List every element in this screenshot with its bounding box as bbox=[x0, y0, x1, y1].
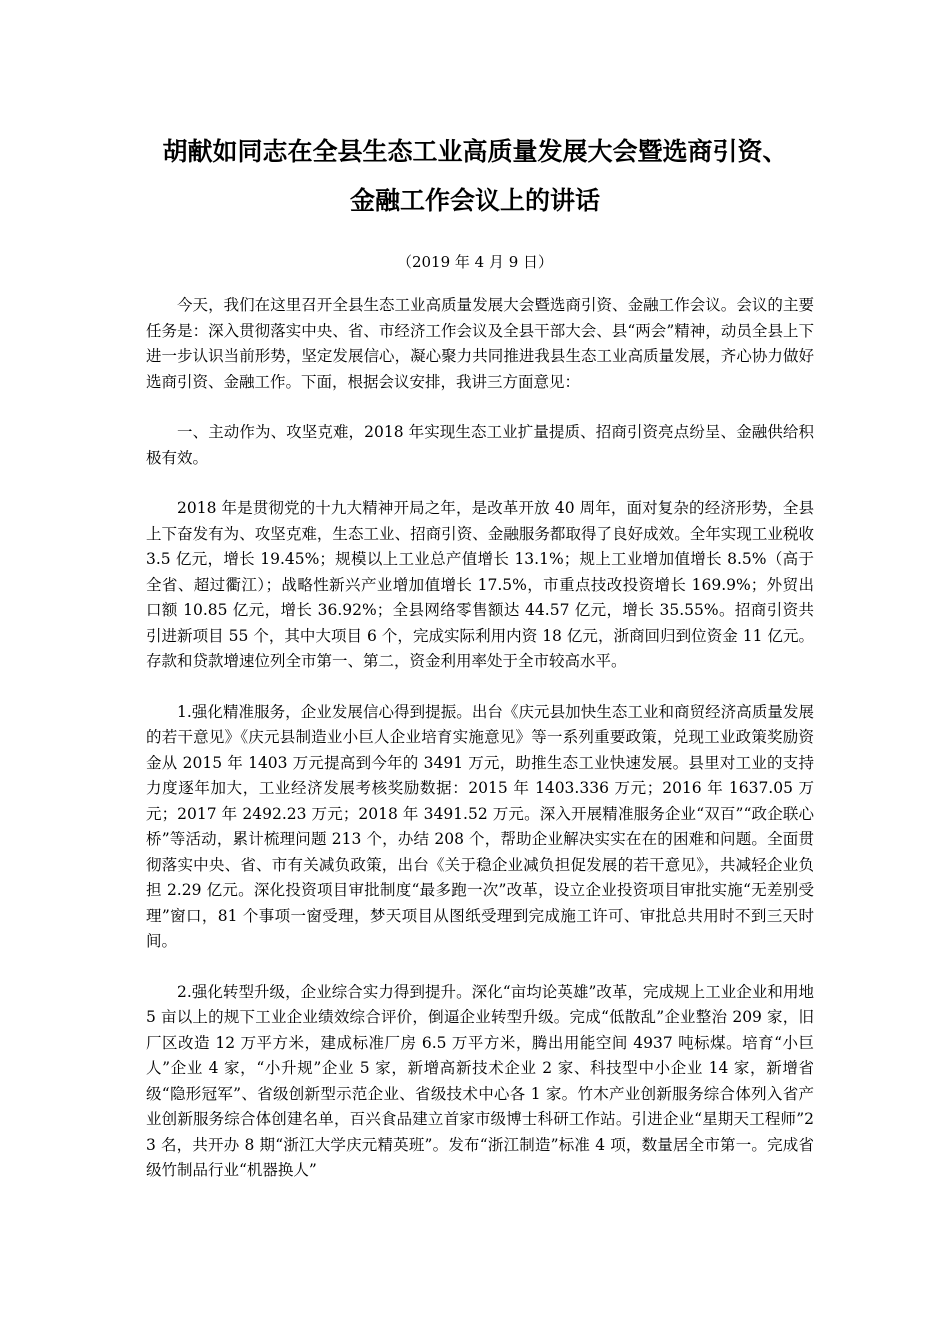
speech-date: （2019 年 4 月 9 日） bbox=[396, 253, 554, 271]
paragraph-precise-service: 1.强化精准服务，企业发展信心得到提振。出台《庆元县加快生态工业和商贸经济高质量发展的若干意见》《庆元县制造业小巨人企业培育实施意见》等一系列重要政策，兑现工业政策奖励资金从 2015 年 1403 万元提高到今年的 3491 万元，助推生态工业快速发展。县里对工业的支持力度逐年加大，工业经济发展考核奖励数据：2015 年 1403.336 万元；2016 年 1637.05 万元；2017 年 2492.23 万元；2018 年 3491.52 万元。深入开展精准服务企业“双百”“政企联心桥”等活动，累计梳理问题 213 个，办结 208 个，帮助企业解决实实在在的困难和问题。全面贯彻落实中央、省、市有关减负政策，出台《关于稳企业减负担促发展的若干意见》，共减轻企业负担 2.29 亿元。深化投资项目审批制度“最多跑一次”改革，设立企业投资项目审批实施“无差别受理”窗口，81 个事项一窗受理，梦天项目从图纸受理到完成施工许可、审批总共用时不到三天时间。 bbox=[146, 702, 814, 950]
paragraph-transformation-upgrade: 2.强化转型升级，企业综合实力得到提升。深化“亩均论英雄”改革，完成规上工业企业和用地 5 亩以上的规下工业企业绩效综合评价，倒逼企业转型升级。完成“低散乱”企业整治 209 家，旧厂区改造 12 万平方米，建成标准厂房 6.5 万平方米，腾出用能空间 4937 吨标煤。培育“小巨人”企业 4 家，“小升规”企业 5 家，新增高新技术企业 2 家、科技型中小企业 14 家，新增省级“隐形冠军”、省级创新型示范企业、省级技术中心各 1 家。竹木产业创新服务综合体列入省产业创新服务综合体创建名单，百兴食品建立首家市级博士科研工作站。引进企业“星期天工程师”23 名，共开办 8 期“浙江大学庆元精英班”。发布“浙江制造”标准 4 项，数量居全市第一。完成省级竹制品行业“机器换人” bbox=[146, 982, 814, 1179]
paragraph-2018-overview: 2018 年是贯彻党的十九大精神开局之年，是改革开放 40 周年，面对复杂的经济形势，全县上下奋发有为、攻坚克难，生态工业、招商引资、金融服务都取得了良好成效。全年实现工业税收 3.5 亿元，增长 19.45%；规模以上工业总产值增长 13.1%；规上工业增加值增长 8.5%（高于全省、超过衢江）；战略性新兴产业增加值增长 17.5%，市重点技改投资增长 169.9%；外贸出口额 10.85 亿元，增长 36.92%；全县网络零售额达 44.57 亿元，增长 35.55%。招商引资共引进新项目 55 个，其中大项目 6 个，完成实际利用内资 18 亿元，浙商回归到位资金 11 亿元。存款和贷款增速位列全市第一、第二，资金利用率处于全市较高水平。 bbox=[146, 499, 814, 670]
section-heading-1: 一、主动作为、攻坚克难，2018 年实现生态工业扩量提质、招商引资亮点纷呈、金融供给积极有效。 bbox=[146, 423, 814, 467]
document-title-line-2: 金融工作会议上的讲话 bbox=[349, 186, 600, 215]
paragraph-intro: 今天，我们在这里召开全县生态工业高质量发展大会暨选商引资、金融工作会议。会议的主要任务是：深入贯彻落实中央、省、市经济工作会议及全县干部大会、县“两会”精神，动员全县上下进一步认识当前形势，坚定发展信心，凝心聚力共同推进我县生态工业高质量发展，齐心协力做好选商引资、金融工作。下面，根据会议安排，我讲三方面意见： bbox=[146, 296, 814, 391]
document-body bbox=[146, 293, 814, 1209]
document-title-line-1: 胡献如同志在全县生态工业高质量发展大会暨选商引资、 bbox=[162, 137, 788, 166]
